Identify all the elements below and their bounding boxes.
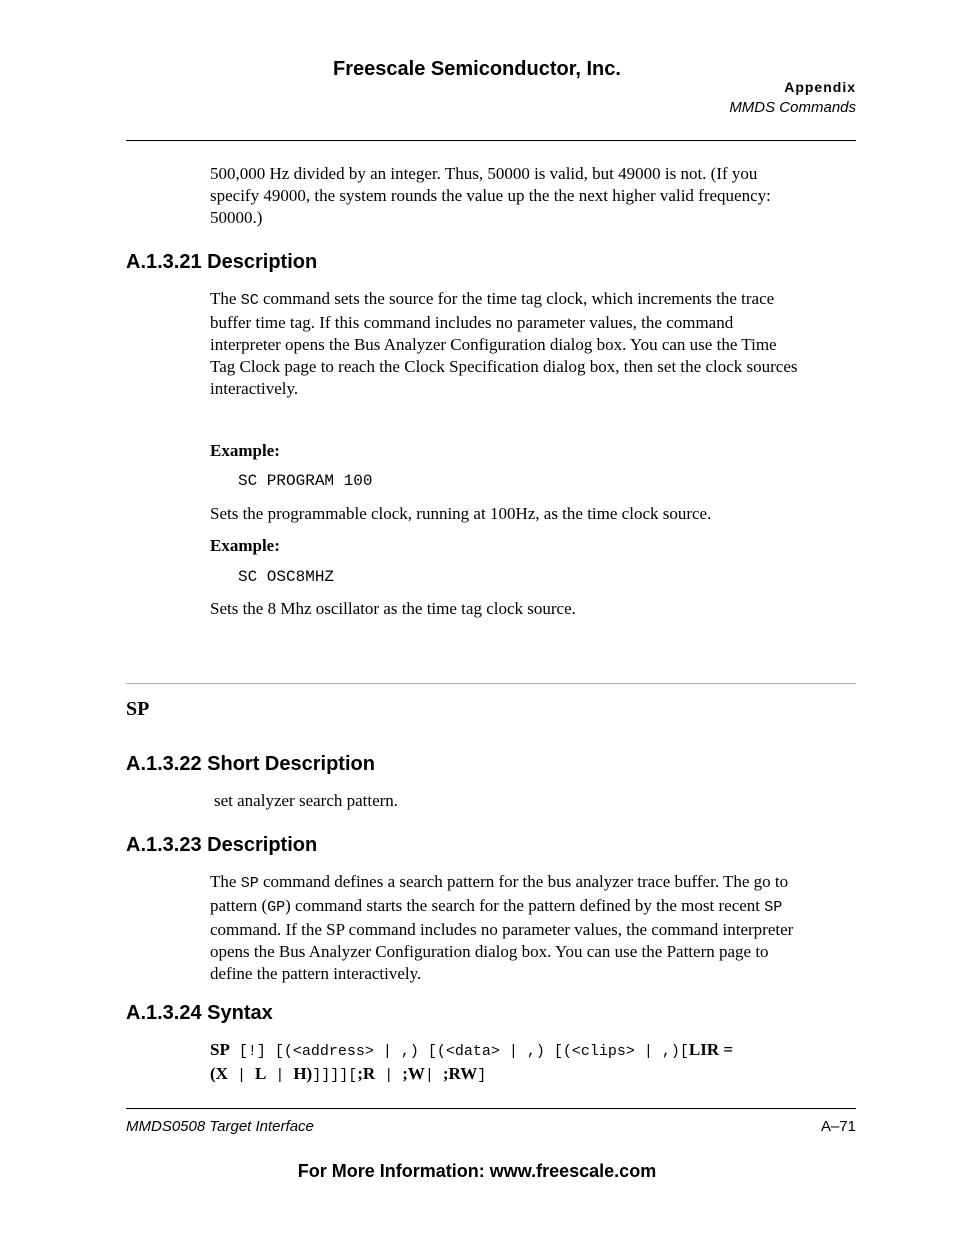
gp-command: GP xyxy=(267,899,286,916)
text-span: command defines a search pattern for the bus analyzer trace buffer. The go to xyxy=(258,872,789,891)
text-span: The xyxy=(210,289,241,308)
intro-paragraph xyxy=(210,163,860,229)
syntax-separator: | xyxy=(375,1067,403,1084)
sp-command: SP xyxy=(240,875,259,892)
header-section: Appendix xyxy=(784,79,856,95)
header-subsection: MMDS Commands xyxy=(729,99,856,116)
syntax-keyword: LIR = xyxy=(688,1040,734,1059)
syntax-block xyxy=(210,1039,860,1087)
text-span: pattern ( xyxy=(210,896,268,915)
syntax-keyword: ;R xyxy=(357,1064,376,1083)
footer-rule xyxy=(126,1108,856,1109)
heading-a1324: A.1.3.24 Syntax xyxy=(126,1002,273,1024)
text-span: ) command starts the search for the pattern defined by the most recent xyxy=(285,896,765,915)
paragraph-line: interpreter opens the Bus Analyzer Configuration dialog box. You can use the Time xyxy=(210,335,777,354)
command-title-sp: SP xyxy=(126,698,150,720)
description-paragraph-sp xyxy=(210,871,860,985)
description-paragraph-sc xyxy=(210,288,860,400)
syntax-separator: ] xyxy=(477,1067,487,1084)
short-description-text: set analyzer search pattern. xyxy=(214,791,399,810)
footer-doc-title: MMDS0508 Target Interface xyxy=(126,1118,314,1135)
paragraph-line: define the pattern interactively. xyxy=(210,964,422,983)
intro-line: 50000.) xyxy=(210,208,263,227)
syntax-keyword: L xyxy=(254,1064,267,1083)
text-span: command sets the source for the time tag clock, which increments the trace xyxy=(258,289,775,308)
syntax-keyword: H) xyxy=(293,1064,313,1083)
syntax-params: [!] [(<address> | ,) [(<data> | ,) [(<clips> | ,)[ xyxy=(229,1043,689,1060)
paragraph-line: Tag Clock page to reach the Clock Specification dialog box, then set the clock sources xyxy=(210,357,798,376)
syntax-separator: | xyxy=(266,1067,294,1084)
syntax-keyword: ;W xyxy=(402,1064,425,1083)
footer-banner: For More Information: www.freescale.com xyxy=(297,1161,657,1181)
syntax-keyword: ;RW xyxy=(442,1064,478,1083)
text-span: The xyxy=(210,872,241,891)
paragraph-line: interactively. xyxy=(210,379,299,398)
example-explanation: Sets the 8 Mhz oscillator as the time tag clock source. xyxy=(210,599,576,618)
page-banner: Freescale Semiconductor, Inc. xyxy=(333,58,621,80)
syntax-keyword: (X xyxy=(210,1064,228,1083)
example-code: SC OSC8MHZ xyxy=(238,568,335,586)
heading-a1322: A.1.3.22 Short Description xyxy=(126,753,375,775)
heading-a1321: A.1.3.21 Description xyxy=(126,251,318,273)
paragraph-line: command. If the SP command includes no parameter values, the command interpreter xyxy=(210,920,794,939)
syntax-separator: | xyxy=(424,1067,443,1084)
sc-command: SC xyxy=(240,292,259,309)
syntax-separator: ]]]][ xyxy=(312,1067,358,1084)
heading-a1323: A.1.3.23 Description xyxy=(126,834,318,856)
intro-line: 500,000 Hz divided by an integer. Thus, 50000 is valid, but 49000 is not. (If you xyxy=(210,164,758,183)
example-explanation: Sets the programmable clock, running at 100Hz, as the time clock source. xyxy=(210,504,712,523)
example-label: Example: xyxy=(210,536,280,555)
section-divider xyxy=(126,683,856,684)
intro-line: specify 49000, the system rounds the value up the the next higher valid frequency: xyxy=(210,186,771,205)
paragraph-line: opens the Bus Analyzer Configuration dialog box. You can use the Pattern page to xyxy=(210,942,769,961)
syntax-keyword: SP xyxy=(210,1040,230,1059)
example-code: SC PROGRAM 100 xyxy=(238,472,373,490)
syntax-separator: | xyxy=(227,1067,255,1084)
paragraph-line: buffer time tag. If this command includes no parameter values, the command xyxy=(210,313,734,332)
footer-page-number: A–71 xyxy=(820,1118,856,1135)
example-label: Example: xyxy=(210,441,280,460)
header-rule xyxy=(126,140,856,141)
sp-command: SP xyxy=(764,899,783,916)
